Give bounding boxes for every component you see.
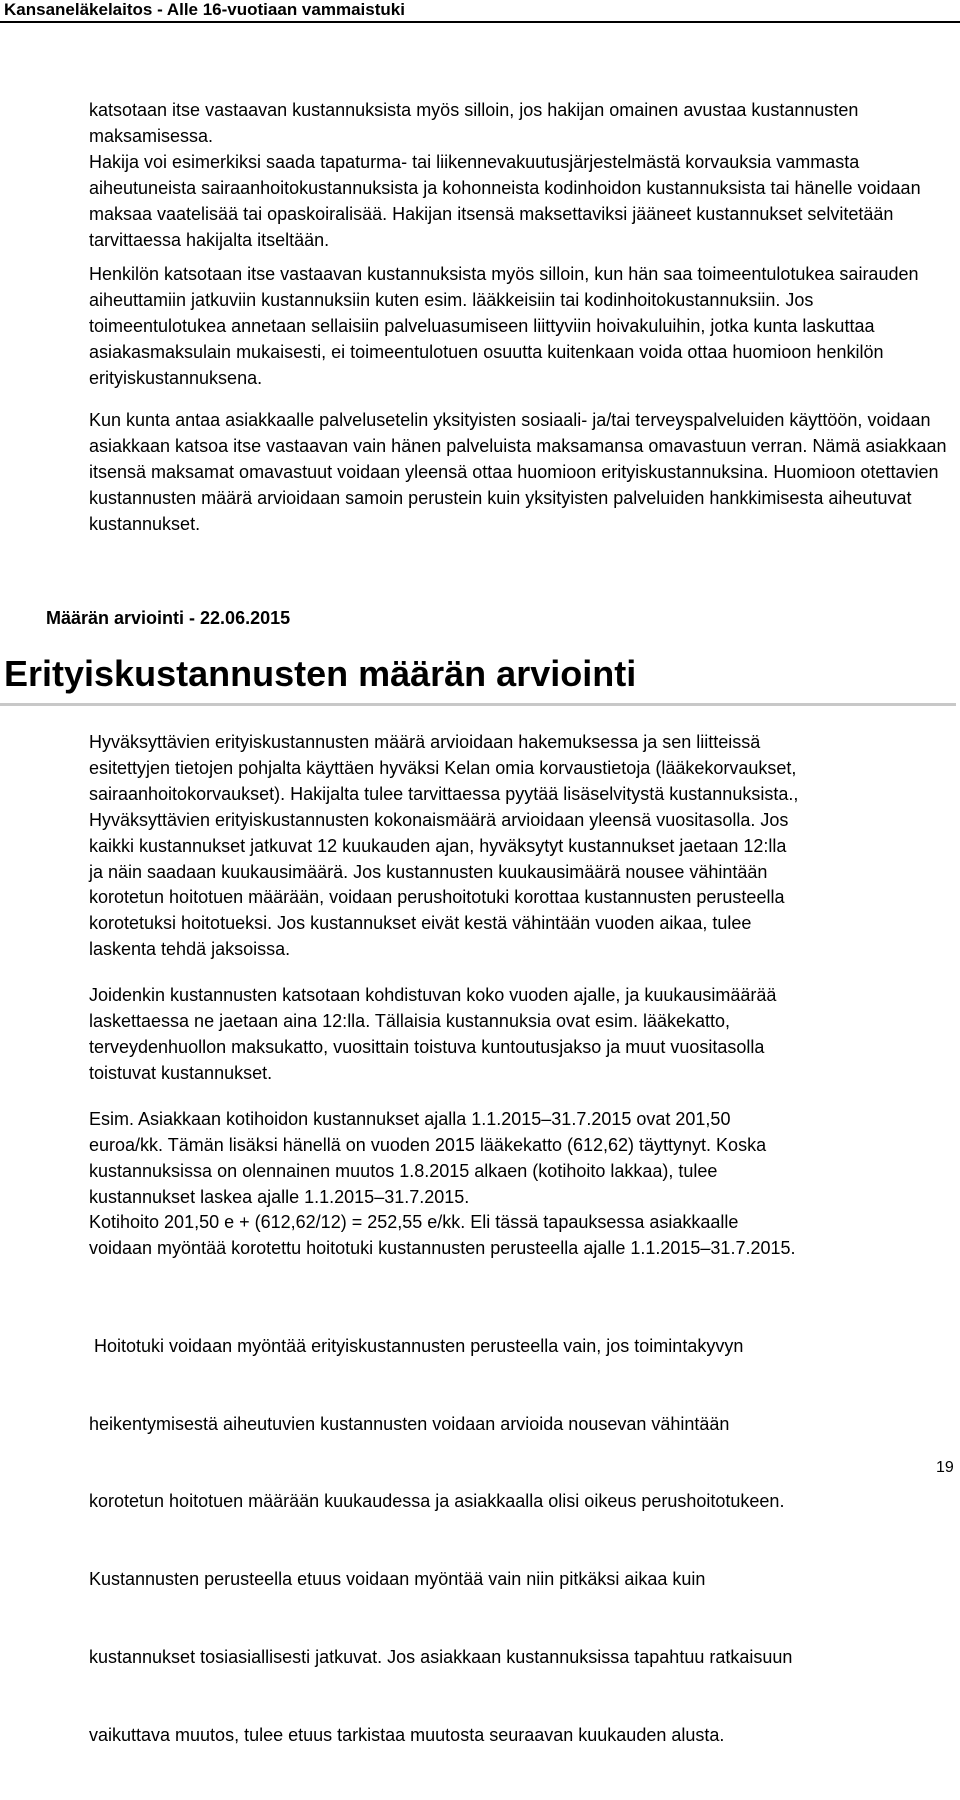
text-line: esitettyjen tietojen pohjalta käyttäen hyväksi Kelan omia korvaustietoja (lääkekorvaukset, xyxy=(89,757,797,778)
section-divider xyxy=(0,703,956,706)
paragraph-4: Kun kunta antaa asiakkaalle palvelusetelin yksityisten sosiaali- ja/tai terveyspalveluiden käyttöön, voidaan asiakkaan katsoa itse vastaavan vain hänen palveluista maksamansa omavastuun verran. Nämä asiakkaan itsensä maksamat omavastuut voidaan yleensä ottaa huomioon erityiskustannuksina. Huomioon otettavien kustannusten määrä arvioidaan samoin perustein kuin yksityisten palveluiden hankkimisesta aiheutuvat kustannukset. xyxy=(89,409,947,534)
text-line: laskettaessa ne jaetaan aina 12:lla. Tällaisia kustannuksia ovat esim. lääkekatto, xyxy=(89,1011,731,1032)
text-line: ja näin saadaan kuukausimäärä. Jos kustannusten kuukausimäärä nousee vähintään xyxy=(89,861,768,882)
paragraph-7 xyxy=(89,1107,951,1262)
text-line: vaikuttava muutos, tulee etuus tarkistaa muutosta seuraavan kuukauden alusta. xyxy=(89,1724,725,1745)
text-line: Kustannusten perusteella etuus voidaan myöntää vain niin pitkäksi aikaa kuin xyxy=(89,1569,706,1590)
paragraph-8 xyxy=(89,1282,951,1800)
section-heading: Erityiskustannusten määrän arviointi xyxy=(4,653,637,694)
section1-body xyxy=(89,98,951,538)
text-line: kustannuksissa on olennainen muutos 1.8.2015 alkaen (kotihoito lakkaa), tulee xyxy=(89,1160,718,1181)
document-header-title: Kansaneläkelaitos - Alle 16-vuotiaan vammaistuki xyxy=(4,0,405,19)
text-line: kustannukset laskea ajalle 1.1.2015–31.7.2015. xyxy=(89,1186,470,1207)
text-line: korotetun hoitotuen määrään kuukaudessa ja asiakkaalla olisi oikeus perushoitotukeen. xyxy=(89,1491,785,1512)
assessment-date: Määrän arviointi - 22.06.2015 xyxy=(46,608,291,628)
text-line: toistuvat kustannukset. xyxy=(89,1062,273,1083)
paragraph-2: Hakija voi esimerkiksi saada tapaturma- tai liikennevakuutusjärjestelmästä korvauksia vammasta aiheutuneista sairaanhoitokustannuksista ja kohonneista kodinhoidon kustannuksista tai hänelle voidaan maksaa vaatelisää tai opaskoiralisää. Hakijan itsensä maksettaviksi jääneet kustannukset selvitetään tarvittaessa hakijalta itseltään. xyxy=(89,151,921,250)
paragraph-6 xyxy=(89,983,951,1087)
text-line: kaikki kustannukset jatkuvat 12 kuukauden ajan, hyväksytyt kustannukset jaetaan 12:lla xyxy=(89,835,787,856)
text-line: euroa/kk. Tämän lisäksi hänellä on vuoden 2015 lääkekatto (612,62) täyttynyt. Koska xyxy=(89,1134,767,1155)
text-line: Esim. Asiakkaan kotihoidon kustannukset ajalla 1.1.2015–31.7.2015 ovat 201,50 xyxy=(89,1108,731,1129)
text-line: Hyväksyttävien erityiskustannusten kokonaismäärä arvioidaan yleensä vuositasolla. Jos xyxy=(89,809,789,830)
paragraph-5 xyxy=(89,730,951,963)
text-line: terveydenhuollon maksukatto, vuosittain toistuva kuntoutusjakso ja muut vuositasolla xyxy=(89,1036,765,1057)
paragraph-1: katsotaan itse vastaavan kustannuksista myös silloin, jos hakijan omainen avustaa kustannusten maksamisessa. xyxy=(89,100,859,146)
text-line: Kotihoito 201,50 e + (612,62/12) = 252,55 e/kk. Eli tässä tapauksessa asiakkaalle xyxy=(89,1212,739,1233)
text-line: Hyväksyttävien erityiskustannusten määrä arvioidaan hakemuksessa ja sen liitteissä xyxy=(89,732,761,752)
text-line: voidaan myöntää korotettu hoitotuki kustannusten perusteella ajalle 1.1.2015–31.7.2015. xyxy=(89,1238,796,1259)
text-line: Joidenkin kustannusten katsotaan kohdistuvan koko vuoden ajalle, ja kuukausimäärää xyxy=(89,985,777,1006)
text-line: sairaanhoitokorvaukset). Hakijalta tulee tarvittaessa pyytää lisäselvitystä kustannuksista., xyxy=(89,783,799,804)
text-line: korotetun hoitotuen määrään, voidaan perushoitotuki korottaa kustannusten perusteella xyxy=(89,887,785,908)
text-line: heikentymisestä aiheutuvien kustannusten voidaan arvioida nousevan vähintään xyxy=(89,1413,730,1434)
text-line: laskenta tehdä jaksoissa. xyxy=(89,939,291,960)
paragraph-3: Henkilön katsotaan itse vastaavan kustannuksista myös silloin, kun hän saa toimeentulotukea sairauden aiheuttamiin jatkuviin kustannuksiin kuten esim. lääkkeisiin tai kodinhoitokustannuksiin. Jos toimeentulotukea annetaan sellaisiin palveluasumiseen liittyviin hoivakuluihin, jotka kunta laskuttaa asiakasmaksulain mukaisesti, ei toimeentulotuen osuutta kuitenkaan voida ottaa huomioon henkilön erityiskustannuksena. xyxy=(89,264,919,389)
text-line: Hoitotuki voidaan myöntää erityiskustannusten perusteella vain, jos toimintakyvyn xyxy=(89,1336,744,1357)
page-number: 19 xyxy=(936,1459,954,1476)
section2-body xyxy=(89,730,951,1800)
text-line: korotetuksi hoitotueksi. Jos kustannukset eivät kestä vähintään vuoden aikaa, tulee xyxy=(89,913,752,934)
text-line: kustannukset tosiasiallisesti jatkuvat. Jos asiakkaan kustannuksissa tapahtuu ratkaisuun xyxy=(89,1646,793,1667)
header-divider xyxy=(0,21,960,23)
